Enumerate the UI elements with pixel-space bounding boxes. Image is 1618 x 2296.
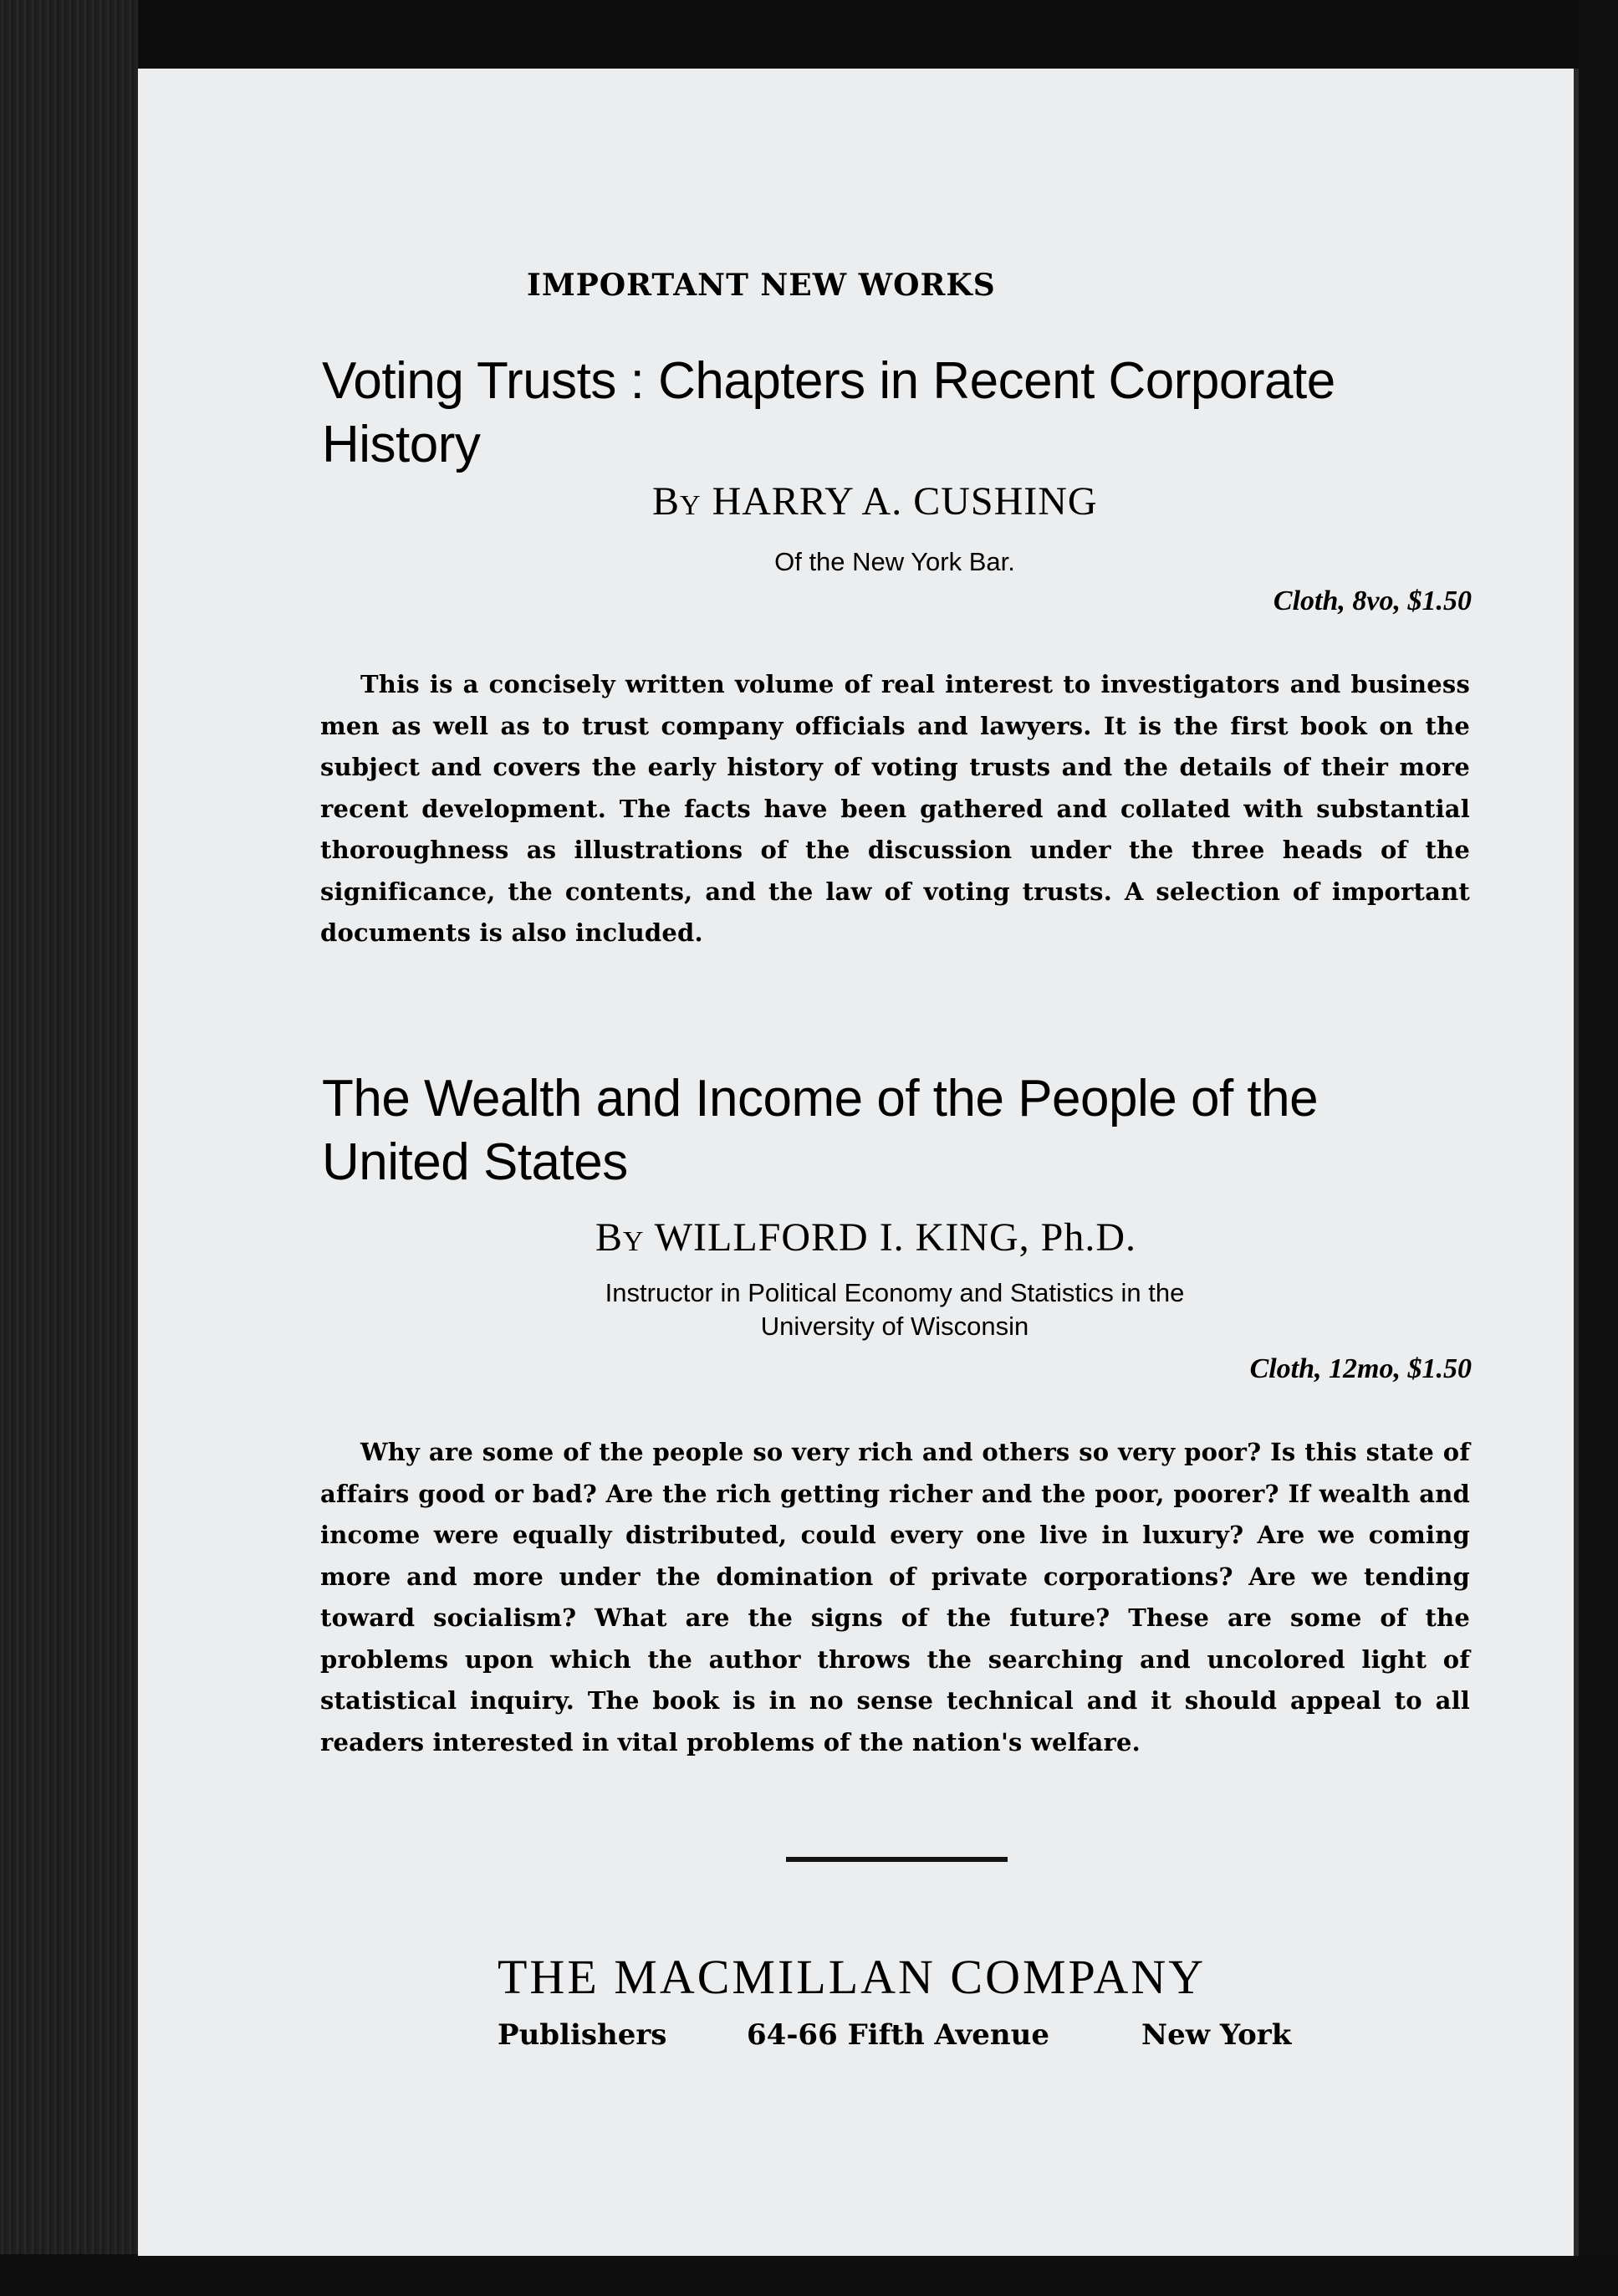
- author-name: HARRY A. CUSHING: [712, 479, 1098, 524]
- book-description: This is a concisely written volume of real interest to investigators and business men as well as to trust company officials and lawyers. It is the first book on the subject and covers the early history of voting trusts and the details of their more recent development. The facts have been gathered and collated with substantial thoroughness as illustrations of the discussion under the three heads of the significance, the contents, and the law of voting trusts. A selection of important documents is also included.: [320, 670, 1470, 947]
- title-line: United States: [322, 1133, 628, 1191]
- author-line: [595, 1214, 1136, 1260]
- author-name: WILLFORD I. KING, Ph.D.: [654, 1215, 1137, 1260]
- affiliation-line: Instructor in Political Economy and Statistics in the: [605, 1278, 1185, 1307]
- publisher-role: Publishers: [498, 2018, 667, 2052]
- by-label: By: [652, 479, 702, 524]
- divider-rule: [786, 1857, 1008, 1862]
- price: Cloth, 8vo, $1.50: [1273, 586, 1472, 616]
- page-header: IMPORTANT NEW WORKS: [527, 268, 996, 303]
- author-affiliation: [669, 545, 1120, 579]
- affiliation-line: University of Wisconsin: [760, 1312, 1029, 1341]
- scan-bottom-edge: [0, 2254, 1618, 2296]
- publisher-address: 64-66 Fifth Avenue: [747, 2018, 1049, 2052]
- publisher-city: New York: [1141, 2018, 1292, 2052]
- author-affiliation: [544, 1276, 1246, 1343]
- affiliation-line: Of the New York Bar.: [774, 547, 1015, 576]
- publisher-name: THE MACMILLAN COMPANY: [498, 1950, 1207, 2004]
- by-label: By: [595, 1215, 645, 1260]
- book-title-wealth-income: [322, 1067, 1493, 1194]
- price: Cloth, 12mo, $1.50: [1249, 1353, 1472, 1384]
- author-line: [652, 478, 1098, 524]
- scan-top-edge: [0, 0, 1618, 74]
- title-line: Voting Trusts : Chapters in Recent Corporate: [322, 352, 1335, 410]
- book-title-voting-trusts: [322, 350, 1493, 477]
- book-binding: [0, 0, 138, 2296]
- scan-right-edge: [1579, 0, 1618, 2296]
- title-line: History: [322, 416, 481, 473]
- book-description: Why are some of the people so very rich and others so very poor? Is this state of affairs good or bad? Are the rich getting richer and the poor, poorer? If wealth and income were equally distributed, could every one live in luxury? Are we coming more and more under the domination of private corporations? Are we tending toward socialism? What are the signs of the future? These are some of the problems upon which the author throws the searching and uncolored light of statistical inquiry. The book is in no sense technical and it should appeal to all readers interested in vital problems of the nation's welfare.: [320, 1438, 1470, 1757]
- title-line: The Wealth and Income of the People of the: [322, 1070, 1319, 1128]
